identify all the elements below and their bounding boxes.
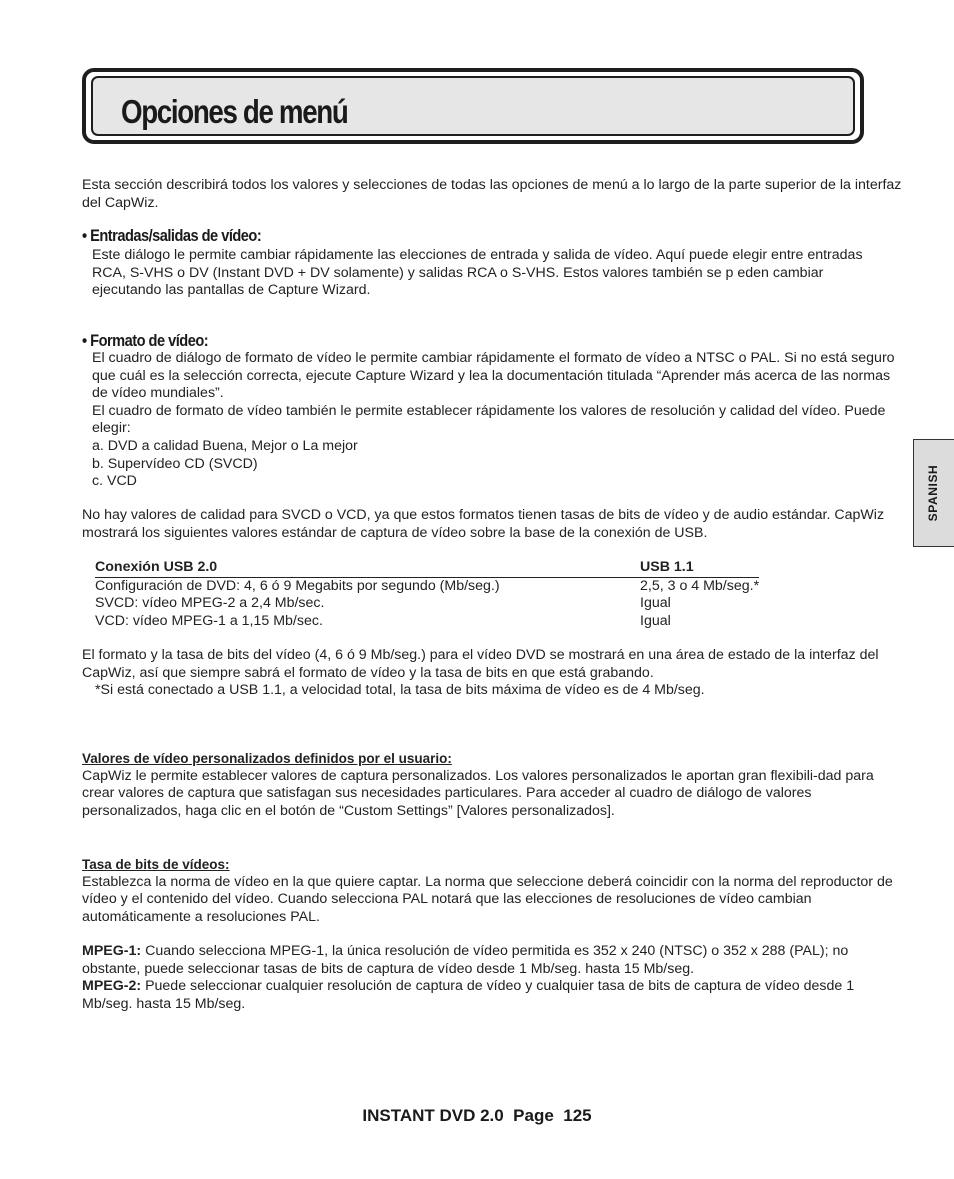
usb-comparison-table	[95, 559, 759, 630]
section-custom-values	[82, 750, 902, 820]
footer-text: INSTANT DVD 2.0 Page 125	[362, 1106, 592, 1125]
section-bitrate	[82, 856, 902, 926]
mpeg2-text: Puede seleccionar cualquier resolución de captura de vídeo y cualquier tasa de bits de captura de vídeo desde 1 Mb/seg. hasta 15 Mb/seg.	[82, 978, 855, 1012]
table-cell: Igual	[640, 612, 671, 629]
page-footer	[0, 1107, 954, 1125]
language-tab-label: SPANISH	[926, 464, 941, 522]
mpeg1-label: MPEG-1:	[82, 943, 142, 959]
mpeg2-label: MPEG-2:	[82, 978, 142, 995]
intro-paragraph	[82, 177, 902, 212]
footnote-text: *Si está conectado a USB 1.1, a velocidad total, la tasa de bits máxima de vídeo es de 4 Mb/seg.	[95, 682, 705, 698]
table-cell: VCD: vídeo MPEG-1 a 1,15 Mb/sec.	[95, 612, 323, 629]
table-row	[95, 595, 759, 613]
custom-values-text: CapWiz le permite establecer valores de captura personalizados. Los valores personalizados le aportan gran flexibili-dad para crear valores de captura que satisfagan sus necesidades particulares. Para acceder al cuadro de diálogo de valores personalizados, haga clic en el botón de “Custom Settings” [Valores personalizados].	[82, 767, 874, 819]
page-title: Opciones de menú	[121, 93, 348, 130]
format-status-text: El formato y la tasa de bits del vídeo (4, 6 ó 9 Mb/seg.) para el vídeo DVD se mostrará en una área de estado de la interfaz del CapWiz, así que siempre sabrá el formato de vídeo y la tasa de bits en que está grabando.	[82, 647, 879, 681]
table-cell: Igual	[640, 595, 671, 612]
list-item: c. VCD	[92, 473, 137, 490]
table-header-cell	[640, 559, 759, 577]
table-header-row	[95, 559, 759, 577]
list-item: b. Supervídeo CD (SVCD)	[92, 455, 258, 472]
mpeg2-paragraph	[82, 978, 902, 1013]
section-heading-bitrate: Tasa de bits de vídeos:	[82, 857, 230, 872]
table-cell: SVCD: vídeo MPEG-2 a 2,4 Mb/sec.	[95, 595, 325, 612]
section-heading-video-format: • Formato de vídeo:	[82, 331, 209, 350]
video-format-para2: El cuadro de formato de vídeo también le permite establecer rápidamente los valores de resolución y calidad del vídeo. Puede elegir:	[92, 402, 886, 437]
bitrate-text: Establezca la norma de vídeo en la que quiere captar. La norma que seleccione deberá coincidir con la norma del reproductor de vídeo y el contenido del vídeo. Cuando selecciona PAL notará que las elecciones de resoluciones de vídeo cambian automáticamente a resoluciones PAL.	[82, 873, 893, 925]
table-row	[95, 577, 759, 595]
video-format-para1: El cuadro de diálogo de formato de vídeo le permite cambiar rápidamente el formato de vídeo a NTSC o PAL. Si no está seguro que cuál es la selección correcta, ejecute Capture Wizard y lea la documentación titulada “Aprender más acerca de las normas de vídeo mundiales”.	[92, 350, 895, 402]
footnote	[95, 682, 895, 700]
section-heading-video-io: • Entradas/salidas de vídeo:	[82, 226, 262, 245]
intro-text: Esta sección describirá todos los valores y selecciones de todas las opciones de menú a lo largo de la parte superior de la interfaz del CapWiz.	[82, 177, 902, 211]
mpeg1-text: Cuando selecciona MPEG-1, la única resolución de vídeo permitida es 352 x 240 (NTSC) o 352 x 288 (PAL); no obstante, puede seleccionar tasas de bits de captura de vídeo desde 1 Mb/seg. hasta 15 Mb/seg.	[82, 943, 849, 977]
usb11-header: USB 1.1	[640, 559, 694, 575]
table-cell: Configuración de DVD: 4, 6 ó 9 Megabits por segundo (Mb/seg.)	[95, 577, 500, 594]
usb-table	[95, 559, 759, 630]
section-video-io	[82, 226, 902, 246]
section-video-io-body	[92, 247, 872, 300]
standard-values-paragraph	[82, 507, 902, 542]
section-video-format-body	[92, 350, 902, 491]
title-banner	[82, 68, 864, 144]
section-video-format	[82, 331, 902, 351]
table-row	[95, 613, 759, 631]
standard-values-text: No hay valores de calidad para SVCD o VCD, ya que estos formatos tienen tasas de bits de vídeo y de audio estándar. CapWiz mostrará los siguientes valores estándar de captura de vídeo sobre la base de la conexión de USB.	[82, 507, 885, 541]
section-heading-custom-values: Valores de vídeo personalizados definidos por el usuario:	[82, 751, 452, 766]
section-mpeg	[82, 943, 902, 1013]
table-header-cell	[95, 559, 640, 577]
list-item: a. DVD a calidad Buena, Mejor o La mejor	[92, 437, 358, 454]
mpeg1-paragraph	[82, 943, 902, 978]
table-cell: 2,5, 3 o 4 Mb/seg.*	[640, 577, 760, 594]
usb20-header: Conexión USB 2.0	[95, 559, 218, 575]
video-io-text: Este diálogo le permite cambiar rápidamente las elecciones de entrada y salida de vídeo. Aquí puede elegir entre entradas RCA, S-VHS o DV (Instant DVD + DV solamente) y salidas RCA o S-VHS. Estos valores también se p eden cambiar ejecutando las pantallas de Capture Wizard.	[92, 247, 863, 299]
title-banner-inner	[91, 76, 855, 136]
format-status-paragraph	[82, 647, 902, 682]
language-side-tab	[913, 439, 954, 547]
